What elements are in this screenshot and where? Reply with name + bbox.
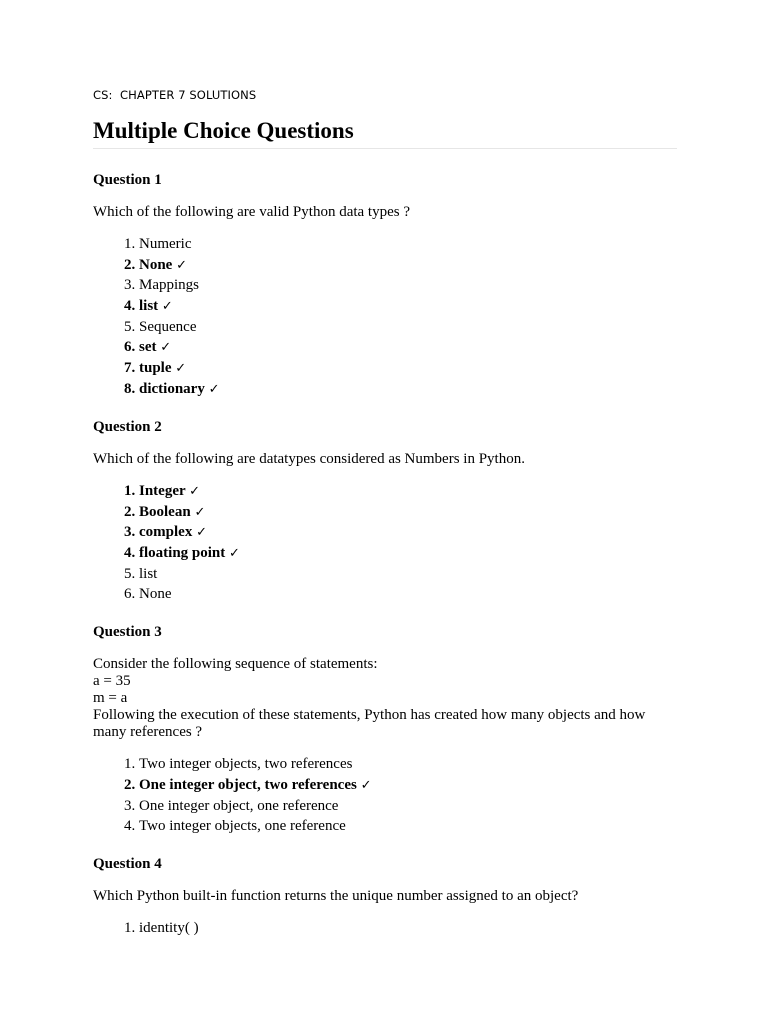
option-item-correct [139,504,677,521]
question-heading: Question 4 [93,856,162,873]
question-text [93,451,677,468]
option-label: Sequence [139,318,197,335]
option-label: Boolean [139,503,191,520]
question-4 [93,856,677,937]
running-header: CS: CHAPTER 7 SOLUTIONS [93,88,257,102]
question-heading: Question 3 [93,624,162,641]
option-label: Two integer objects, two references [139,756,353,773]
check-mark-icon: ✓ [161,299,173,315]
question-3 [93,624,677,835]
option-item-correct [139,381,677,398]
option-item [139,920,677,937]
option-item-correct [139,524,677,541]
option-item [139,319,677,336]
page-title: Multiple Choice Questions [93,116,677,149]
check-mark-icon: ✓ [208,381,220,397]
check-mark-icon: ✓ [360,777,372,793]
option-item-correct [139,483,677,500]
option-item [139,277,677,294]
option-item [139,756,677,773]
option-label: None [139,256,173,273]
check-mark-icon: ✓ [176,257,187,273]
option-list [93,920,677,937]
question-text [93,888,677,905]
option-label: complex [139,524,193,541]
option-label: One integer object, two references [139,776,357,793]
option-item [139,566,677,583]
question-text-line: Consider the following sequence of statements: [93,656,378,673]
question-code-line: a = 35 [93,673,131,690]
option-label: Two integer objects, one reference [139,818,346,835]
question-heading: Question 1 [93,172,162,188]
option-label: list [139,298,159,315]
option-label: set [139,339,157,356]
question-code-line: m = a [93,690,128,707]
question-2 [93,419,677,603]
option-list [93,756,677,835]
option-item [139,818,677,835]
question-text-line: Which of the following are valid Python data types ? [93,204,410,220]
option-item-correct [139,777,677,794]
option-item [139,798,677,815]
questions-container [93,172,677,958]
check-mark-icon: ✓ [175,361,187,377]
question-heading: Question 2 [93,418,162,435]
option-label: None [139,586,172,603]
question-text-line: Which of the following are datatypes considered as Numbers in Python. [93,450,525,467]
option-label: Integer [139,482,186,499]
check-mark-icon: ✓ [229,545,240,561]
option-list [93,483,677,603]
option-item-correct [139,339,677,356]
check-mark-icon: ✓ [196,525,207,541]
question-1 [93,172,677,398]
check-mark-icon: ✓ [160,340,172,356]
option-item-correct [139,298,677,315]
option-item [139,236,677,253]
option-label: floating point [139,544,226,561]
option-label: identity( ) [139,920,199,937]
question-text [93,204,677,221]
question-text [93,656,677,741]
option-label: list [139,565,158,582]
option-item-correct [139,360,677,377]
option-list [93,236,677,398]
option-label: tuple [139,360,172,377]
option-item-correct [139,257,677,274]
option-label: One integer object, one reference [139,797,339,814]
check-mark-icon: ✓ [189,483,201,499]
check-mark-icon: ✓ [194,504,206,520]
option-item [139,586,677,603]
option-label: Numeric [139,236,192,252]
question-text-line: Which Python built-in function returns the unique number assigned to an object? [93,888,579,905]
option-item-correct [139,545,677,562]
question-text-line: Following the execution of these statements, Python has created how many objects and how many references ? [93,707,646,741]
option-label: dictionary [139,380,205,397]
option-label: Mappings [139,277,199,294]
